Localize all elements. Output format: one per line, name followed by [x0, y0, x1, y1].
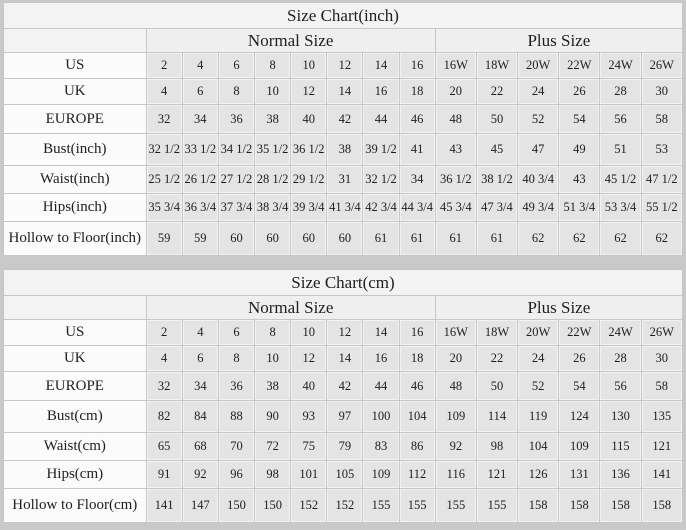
size-cell: 16	[363, 79, 399, 105]
size-cell: 27 1/2	[218, 166, 254, 194]
size-cell: 54	[559, 105, 600, 134]
size-cell: 26	[559, 79, 600, 105]
size-cell: 40	[291, 105, 327, 134]
size-cell: 53	[641, 134, 682, 166]
size-cell: 124	[559, 401, 600, 433]
size-cell: 141	[146, 489, 182, 523]
size-cell: 82	[146, 401, 182, 433]
size-cell: 39 1/2	[363, 134, 399, 166]
size-chart-cm-section	[3, 269, 683, 523]
size-cell: 14	[363, 320, 399, 346]
size-cell: 20W	[518, 53, 559, 79]
table-title: Size Chart(inch)	[4, 3, 683, 29]
size-cell: 141	[641, 461, 682, 489]
size-cell: 49 3/4	[518, 194, 559, 222]
size-cell: 92	[435, 433, 476, 461]
table-row	[4, 461, 683, 489]
size-cell: 36	[218, 372, 254, 401]
size-cell: 30	[641, 79, 682, 105]
column-group-row	[4, 296, 683, 320]
size-cell: 47 1/2	[641, 166, 682, 194]
size-cell: 6	[182, 79, 218, 105]
size-cell: 10	[255, 346, 291, 372]
size-cell: 24	[518, 79, 559, 105]
size-cell: 50	[476, 372, 517, 401]
size-cell: 51	[600, 134, 641, 166]
size-cell: 50	[476, 105, 517, 134]
size-cell: 36 1/2	[435, 166, 476, 194]
table-row	[4, 166, 683, 194]
size-cell: 121	[476, 461, 517, 489]
row-label: US	[4, 53, 147, 79]
table-row	[4, 194, 683, 222]
size-cell: 104	[399, 401, 435, 433]
size-cell: 53 3/4	[600, 194, 641, 222]
size-cell: 155	[363, 489, 399, 523]
size-cell: 16	[399, 53, 435, 79]
size-cell: 37 3/4	[218, 194, 254, 222]
size-cell: 101	[291, 461, 327, 489]
table-row	[4, 433, 683, 461]
size-cell: 26W	[641, 53, 682, 79]
plus-size-header: Plus Size	[435, 29, 682, 53]
size-cell: 46	[399, 105, 435, 134]
row-label: Bust(inch)	[4, 134, 147, 166]
size-cell: 93	[291, 401, 327, 433]
table-row	[4, 222, 683, 256]
table-title-row	[4, 270, 683, 296]
size-cell: 29 1/2	[291, 166, 327, 194]
corner-cell	[4, 29, 147, 53]
size-cell: 12	[327, 53, 363, 79]
size-cell: 6	[218, 53, 254, 79]
table-title: Size Chart(cm)	[4, 270, 683, 296]
size-cell: 61	[435, 222, 476, 256]
size-cell: 112	[399, 461, 435, 489]
size-cell: 152	[327, 489, 363, 523]
size-cell: 34	[182, 372, 218, 401]
table-row	[4, 105, 683, 134]
size-cell: 60	[327, 222, 363, 256]
size-cell: 70	[218, 433, 254, 461]
row-label: Hollow to Floor(inch)	[4, 222, 147, 256]
size-cell: 16W	[435, 320, 476, 346]
row-label: UK	[4, 79, 147, 105]
size-cell: 16W	[435, 53, 476, 79]
size-cell: 8	[255, 320, 291, 346]
size-cell: 51 3/4	[559, 194, 600, 222]
size-cell: 109	[435, 401, 476, 433]
size-cell: 158	[641, 489, 682, 523]
size-cell: 136	[600, 461, 641, 489]
size-cell: 62	[600, 222, 641, 256]
size-cell: 56	[600, 105, 641, 134]
size-cell: 45 3/4	[435, 194, 476, 222]
row-label: EUROPE	[4, 372, 147, 401]
size-cell: 59	[146, 222, 182, 256]
row-label: UK	[4, 346, 147, 372]
size-cell: 24W	[600, 53, 641, 79]
size-cell: 61	[476, 222, 517, 256]
size-cell: 100	[363, 401, 399, 433]
size-cell: 36 3/4	[182, 194, 218, 222]
row-label: Waist(inch)	[4, 166, 147, 194]
size-cell: 114	[476, 401, 517, 433]
size-cell: 24W	[600, 320, 641, 346]
size-cell: 60	[291, 222, 327, 256]
size-cell: 4	[182, 320, 218, 346]
size-chart-cm-table	[3, 269, 683, 523]
size-cell: 32 1/2	[146, 134, 182, 166]
table-row	[4, 401, 683, 433]
size-cell: 20	[435, 79, 476, 105]
size-cell: 54	[559, 372, 600, 401]
table-title-row	[4, 3, 683, 29]
size-cell: 36 1/2	[291, 134, 327, 166]
size-cell: 26W	[641, 320, 682, 346]
size-cell: 26 1/2	[182, 166, 218, 194]
size-cell: 44	[363, 105, 399, 134]
column-group-row	[4, 29, 683, 53]
size-cell: 12	[327, 320, 363, 346]
size-cell: 42	[327, 372, 363, 401]
size-cell: 40	[291, 372, 327, 401]
size-cell: 52	[518, 105, 559, 134]
size-cell: 155	[399, 489, 435, 523]
size-cell: 105	[327, 461, 363, 489]
size-cell: 18W	[476, 320, 517, 346]
size-cell: 22W	[559, 320, 600, 346]
size-cell: 32	[146, 105, 182, 134]
size-cell: 4	[146, 346, 182, 372]
size-cell: 28 1/2	[255, 166, 291, 194]
size-cell: 20	[435, 346, 476, 372]
size-cell: 6	[182, 346, 218, 372]
size-cell: 45	[476, 134, 517, 166]
size-cell: 18	[399, 79, 435, 105]
size-cell: 41	[399, 134, 435, 166]
size-cell: 32 1/2	[363, 166, 399, 194]
size-cell: 25 1/2	[146, 166, 182, 194]
size-cell: 90	[255, 401, 291, 433]
size-cell: 55 1/2	[641, 194, 682, 222]
size-cell: 98	[255, 461, 291, 489]
size-cell: 2	[146, 320, 182, 346]
size-cell: 155	[476, 489, 517, 523]
table-row	[4, 372, 683, 401]
size-cell: 41 3/4	[327, 194, 363, 222]
size-cell: 14	[363, 53, 399, 79]
row-label: Hollow to Floor(cm)	[4, 489, 147, 523]
size-cell: 150	[255, 489, 291, 523]
size-cell: 98	[476, 433, 517, 461]
size-cell: 49	[559, 134, 600, 166]
size-cell: 119	[518, 401, 559, 433]
size-cell: 75	[291, 433, 327, 461]
size-cell: 35 3/4	[146, 194, 182, 222]
size-cell: 62	[641, 222, 682, 256]
size-cell: 40 3/4	[518, 166, 559, 194]
size-cell: 158	[559, 489, 600, 523]
size-cell: 10	[291, 53, 327, 79]
size-cell: 10	[291, 320, 327, 346]
size-cell: 147	[182, 489, 218, 523]
size-cell: 43	[435, 134, 476, 166]
size-cell: 121	[641, 433, 682, 461]
size-cell: 56	[600, 372, 641, 401]
size-cell: 28	[600, 79, 641, 105]
size-cell: 84	[182, 401, 218, 433]
table-row	[4, 53, 683, 79]
size-cell: 65	[146, 433, 182, 461]
size-cell: 14	[327, 346, 363, 372]
size-cell: 42	[327, 105, 363, 134]
size-chart-inch-table	[3, 2, 683, 256]
size-cell: 72	[255, 433, 291, 461]
row-label: EUROPE	[4, 105, 147, 134]
size-cell: 96	[218, 461, 254, 489]
size-chart-inch-body	[4, 53, 683, 256]
normal-size-header: Normal Size	[146, 29, 435, 53]
size-cell: 46	[399, 372, 435, 401]
size-cell: 22	[476, 79, 517, 105]
corner-cell	[4, 296, 147, 320]
size-cell: 16	[363, 346, 399, 372]
size-cell: 79	[327, 433, 363, 461]
plus-size-header: Plus Size	[435, 296, 682, 320]
size-cell: 18W	[476, 53, 517, 79]
size-cell: 31	[327, 166, 363, 194]
size-cell: 92	[182, 461, 218, 489]
size-cell: 131	[559, 461, 600, 489]
size-cell: 14	[327, 79, 363, 105]
row-label: Hips(cm)	[4, 461, 147, 489]
size-cell: 44	[363, 372, 399, 401]
size-cell: 38	[327, 134, 363, 166]
row-label: Waist(cm)	[4, 433, 147, 461]
size-cell: 48	[435, 372, 476, 401]
size-cell: 47 3/4	[476, 194, 517, 222]
row-label: Hips(inch)	[4, 194, 147, 222]
size-cell: 60	[218, 222, 254, 256]
size-cell: 39 3/4	[291, 194, 327, 222]
size-cell: 52	[518, 372, 559, 401]
size-cell: 8	[255, 53, 291, 79]
size-cell: 8	[218, 79, 254, 105]
size-cell: 32	[146, 372, 182, 401]
size-cell: 44 3/4	[399, 194, 435, 222]
size-cell: 97	[327, 401, 363, 433]
size-cell: 6	[218, 320, 254, 346]
size-cell: 34	[182, 105, 218, 134]
row-label: Bust(cm)	[4, 401, 147, 433]
size-cell: 158	[600, 489, 641, 523]
size-cell: 12	[291, 346, 327, 372]
size-cell: 126	[518, 461, 559, 489]
size-cell: 152	[291, 489, 327, 523]
size-cell: 2	[146, 53, 182, 79]
size-cell: 150	[218, 489, 254, 523]
size-cell: 135	[641, 401, 682, 433]
size-cell: 158	[518, 489, 559, 523]
size-cell: 116	[435, 461, 476, 489]
size-cell: 109	[559, 433, 600, 461]
size-cell: 91	[146, 461, 182, 489]
size-cell: 33 1/2	[182, 134, 218, 166]
size-cell: 115	[600, 433, 641, 461]
size-cell: 38 1/2	[476, 166, 517, 194]
normal-size-header: Normal Size	[146, 296, 435, 320]
size-cell: 68	[182, 433, 218, 461]
size-cell: 43	[559, 166, 600, 194]
size-cell: 47	[518, 134, 559, 166]
table-row	[4, 320, 683, 346]
size-cell: 60	[255, 222, 291, 256]
size-cell: 109	[363, 461, 399, 489]
size-cell: 8	[218, 346, 254, 372]
size-chart-cm-body	[4, 320, 683, 523]
size-cell: 104	[518, 433, 559, 461]
size-cell: 20W	[518, 320, 559, 346]
size-cell: 4	[146, 79, 182, 105]
size-cell: 22W	[559, 53, 600, 79]
table-row	[4, 346, 683, 372]
size-cell: 10	[255, 79, 291, 105]
size-cell: 61	[399, 222, 435, 256]
size-cell: 38	[255, 105, 291, 134]
table-row	[4, 489, 683, 523]
size-chart-inch-section	[3, 2, 683, 256]
size-cell: 58	[641, 372, 682, 401]
size-cell: 26	[559, 346, 600, 372]
size-cell: 35 1/2	[255, 134, 291, 166]
size-cell: 61	[363, 222, 399, 256]
size-cell: 38 3/4	[255, 194, 291, 222]
size-cell: 34	[399, 166, 435, 194]
size-cell: 88	[218, 401, 254, 433]
size-cell: 45 1/2	[600, 166, 641, 194]
size-cell: 155	[435, 489, 476, 523]
size-cell: 58	[641, 105, 682, 134]
size-cell: 83	[363, 433, 399, 461]
size-cell: 22	[476, 346, 517, 372]
row-label: US	[4, 320, 147, 346]
size-cell: 24	[518, 346, 559, 372]
size-cell: 18	[399, 346, 435, 372]
table-row	[4, 79, 683, 105]
size-cell: 62	[559, 222, 600, 256]
size-cell: 30	[641, 346, 682, 372]
size-cell: 4	[182, 53, 218, 79]
size-cell: 59	[182, 222, 218, 256]
size-cell: 28	[600, 346, 641, 372]
size-cell: 42 3/4	[363, 194, 399, 222]
size-cell: 130	[600, 401, 641, 433]
size-cell: 34 1/2	[218, 134, 254, 166]
size-cell: 48	[435, 105, 476, 134]
size-cell: 12	[291, 79, 327, 105]
size-cell: 16	[399, 320, 435, 346]
size-cell: 86	[399, 433, 435, 461]
size-cell: 38	[255, 372, 291, 401]
size-cell: 36	[218, 105, 254, 134]
table-row	[4, 134, 683, 166]
size-cell: 62	[518, 222, 559, 256]
